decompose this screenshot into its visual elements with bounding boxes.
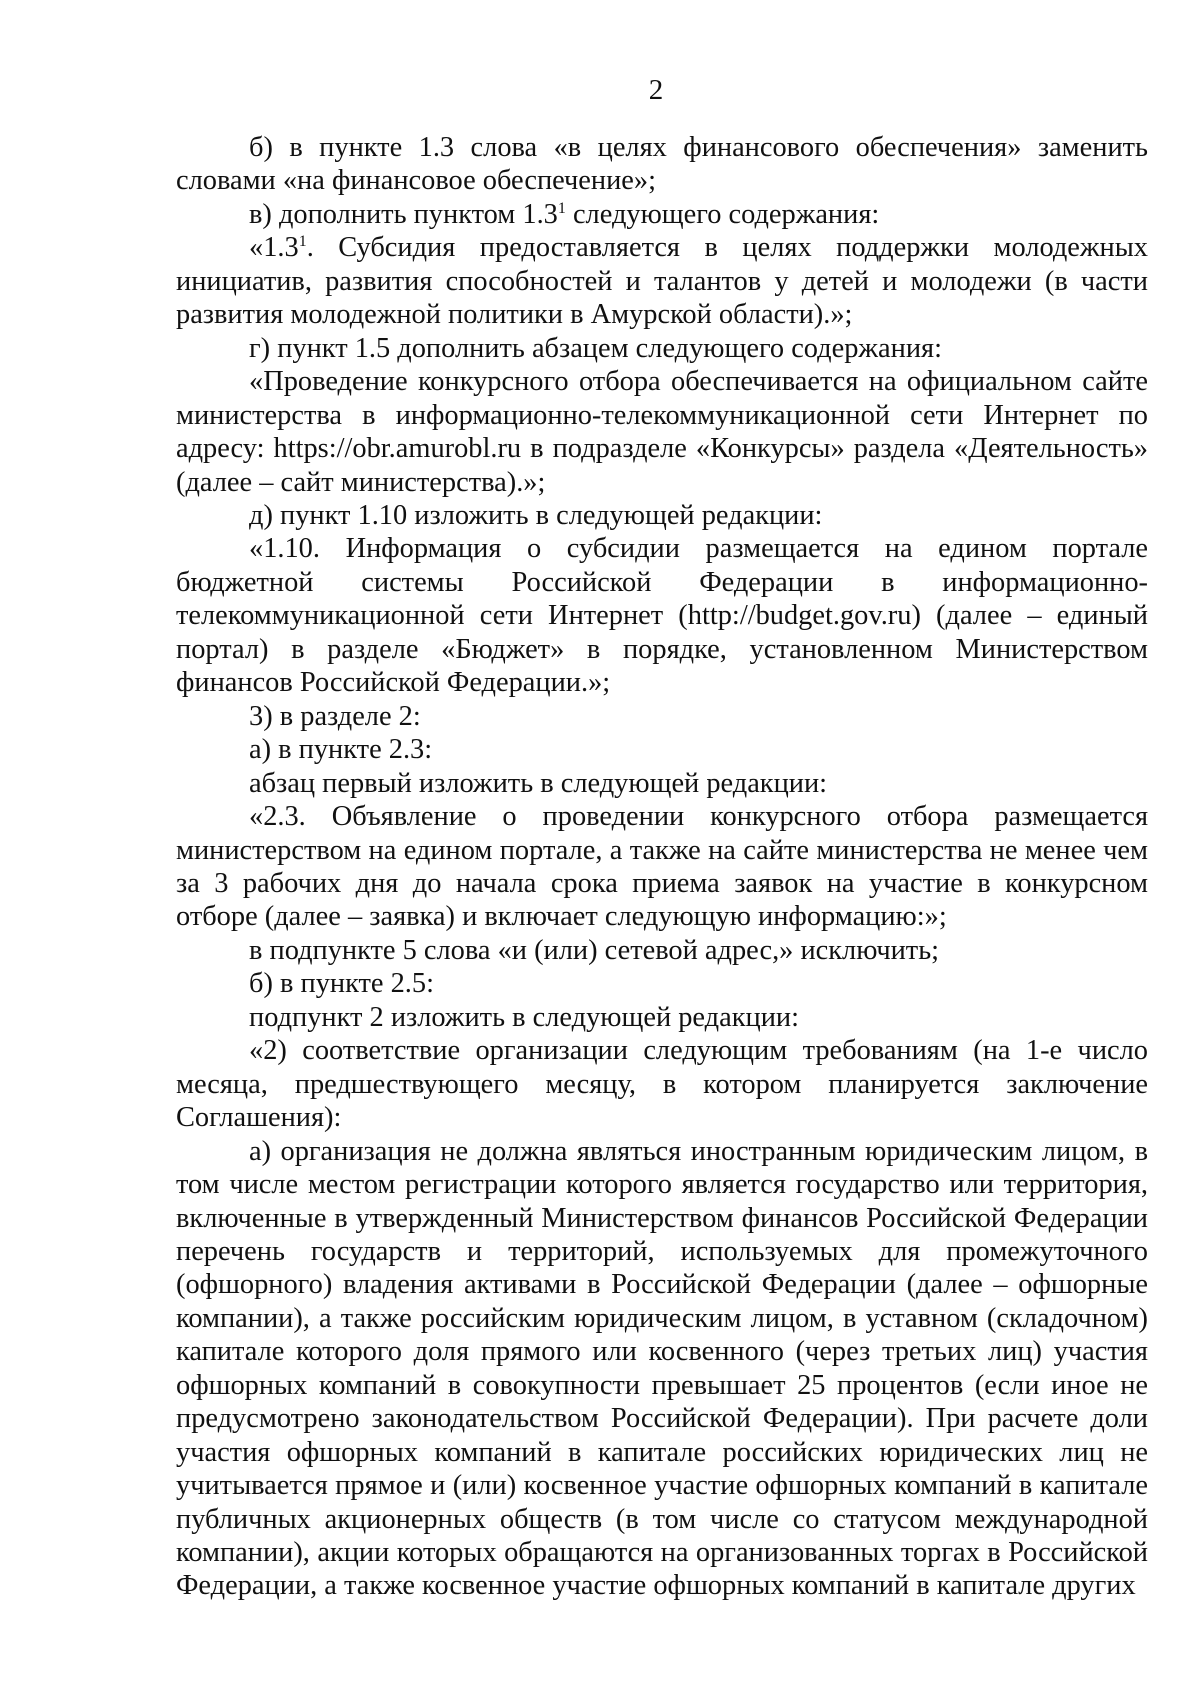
paragraph-1-3-1: «$1.3^1$. Субсидия предоставляется в целях поддержки молодежных инициатив, развития способностей и талантов у детей и молодежи (в части развития молодежной политики в Амурской области).»; (176, 232, 1148, 331)
paragraph-subpoint-5: в подпункте 5 слова «и (или) сетевой адрес,» исключить; (249, 934, 940, 966)
paragraph-competition-site: «Проведение конкурсного отбора обеспечивается на официальном сайте министерства в информационно-телекоммуникационной сети Интернет по адресу: https://obr.amurobl.ru в подразделе «Конкурсы» раздела «Деятельность» (далее – сайт министерства).»; (176, 366, 1148, 498)
paragraph-2b: б) в пункте 2.5: (249, 968, 434, 1000)
paragraph-1-10: «1.10. Информация о субсидии размещается на едином портале бюджетной системы Российской Федерации в информационно-телекоммуникационной сети Интернет (http://budget.gov.ru) (далее – единый портал) в разделе «Бюджет» в порядке, установленном Министерством финансов Российской Федерации.»; (176, 533, 1148, 699)
paragraph-1b: б) в пункте 1.3 слова «в целях финансового обеспечения» заменить словами «на финансовое обеспечение»; (176, 132, 1148, 197)
paragraph-1v: в) дополнить пунктом $1.3^1$ следующего содержания: (249, 198, 880, 230)
paragraph-1d: д) пункт 1.10 изложить в следующей редакции: (249, 499, 823, 531)
paragraph-2-3: «2.3. Объявление о проведении конкурсного отбора размещается министерством на едином портале, а также на сайте министерства не менее чем за 3 рабочих дня до начала срока приема заявок на участие в конкурсном отборе (далее – заявка) и включает следующую информацию:»; (176, 801, 1148, 933)
paragraph-section-2: 3) в разделе 2: (249, 700, 421, 732)
paragraph-2a: а) в пункте 2.3: (249, 734, 433, 766)
paragraph-requirements: «2) соответствие организации следующим требованиям (на 1-е число месяца, предшествующего месяцу, в котором планируется заключение Соглашения): (176, 1035, 1148, 1134)
paragraph-subpoint-2: подпункт 2 изложить в следующей редакции: (249, 1001, 799, 1033)
page-number: 2 (648, 74, 664, 106)
paragraph-first-abzac: абзац первый изложить в следующей редакции: (249, 767, 828, 799)
document-body (176, 131, 1148, 1603)
paragraph-1g: г) пункт 1.5 дополнить абзацем следующего содержания: (249, 332, 942, 364)
paragraph-requirement-a: а) организация не должна являться иностранным юридическим лицом, в том числе местом регистрации которого является государство или территория, включенные в утвержденный Министерством финансов Российской Федерации перечень государств и территорий, используемых для промежуточного (офшорного) владения активами в Российской Федерации (далее – офшорные компании), а также российским юридическим лицом, в уставном (складочном) капитале которого доля прямого или косвенного (через третьих лиц) участия офшорных компаний в совокупности превышает 25 процентов (если иное не предусмотрено законодательством Российской Федерации). При расчете доли участия офшорных компаний в капитале российских юридических лиц не учитывается прямое и (или) косвенное участие офшорных компаний в капитале публичных акционерных обществ (в том числе со статусом международной компании), акции которых обращаются на организованных торгах в Российской Федерации, а также косвенное участие офшорных компаний в капитале других (176, 1135, 1148, 1602)
